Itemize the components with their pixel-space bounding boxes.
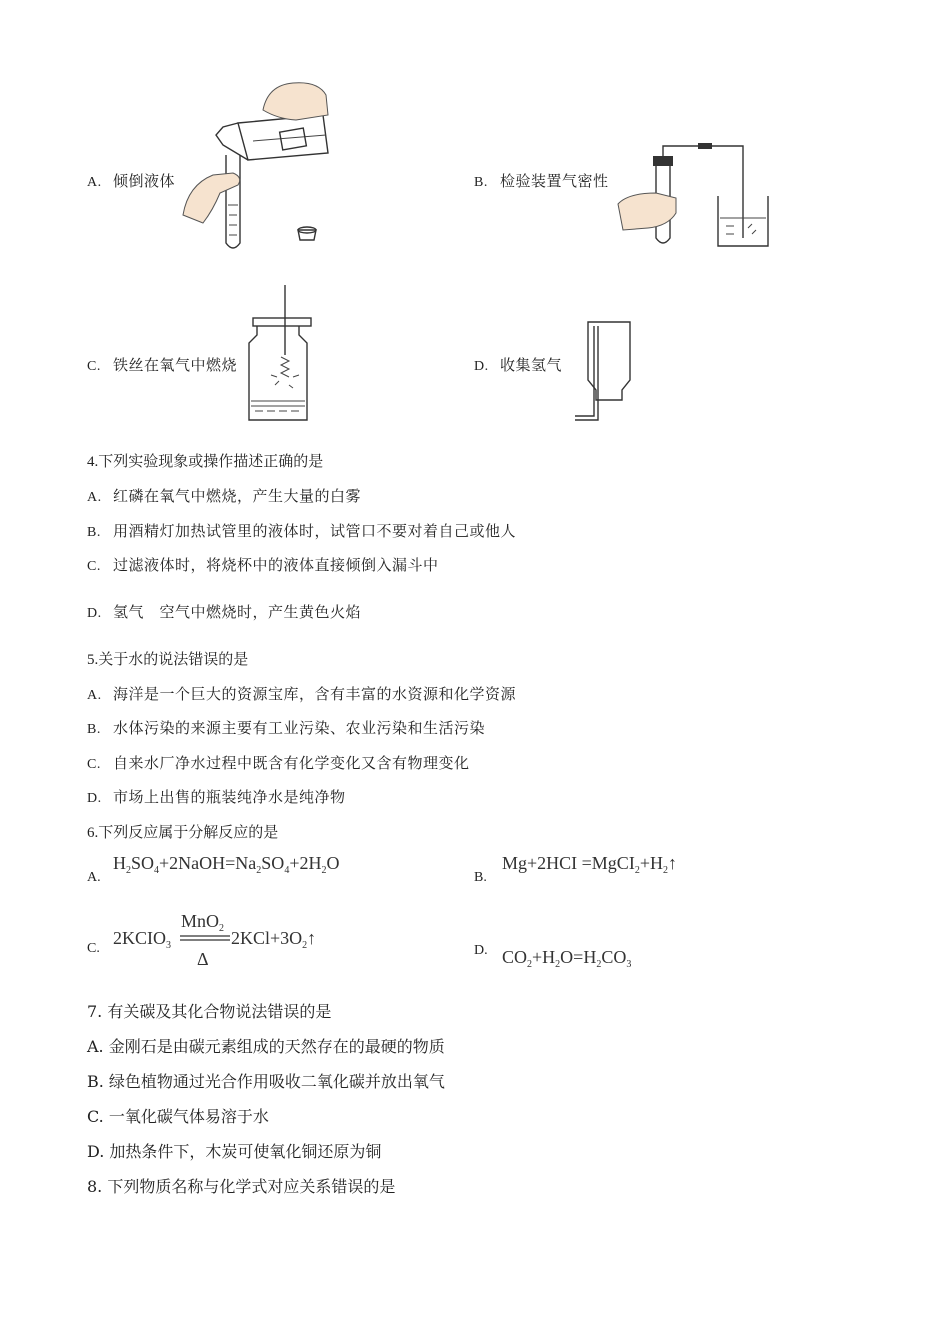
q5-option-a: A. 海洋是一个巨大的资源宝库，含有丰富的水资源和化学资源 [87, 685, 517, 703]
q5-stem: 5.关于水的说法错误的是 [87, 650, 249, 668]
q6-stem: 6.下列反应属于分解反应的是 [87, 823, 279, 841]
q6-option-c-letter: C. [87, 941, 100, 956]
q4-stem: 4.下列实验现象或操作描述正确的是 [87, 452, 324, 470]
q6-option-b-equation: $Mg+2HCI =MgCI_2+H_2↑$ [502, 853, 677, 876]
q6-option-c-right: $2KCl+3O_2↑$ [231, 928, 317, 951]
q4-option-a: A. 红磷在氧气中燃烧，产生大量的白雾 [87, 487, 362, 505]
q7-option-d: D. 加热条件下，木炭可使氧化铜还原为铜 [87, 1142, 382, 1161]
q7-option-c: C. 一氧化碳气体易溶于水 [87, 1107, 269, 1126]
pouring-liquid-figure [178, 75, 338, 255]
q4-option-c: C. 过滤液体时，将烧杯中的液体直接倾倒入漏斗中 [87, 556, 439, 574]
q6-option-c-left: $2KCIO_3$ [113, 928, 171, 951]
iron-wire-burning-figure [245, 285, 315, 425]
q7-stem: 7. 有关碳及其化合物说法错误的是 [87, 1002, 332, 1021]
q6-option-a-letter: A. [87, 870, 101, 885]
q6-option-d-equation: $CO_2+H_2O=H_2CO_3$ [502, 947, 632, 970]
equals-sign [180, 934, 230, 942]
q6-option-b-letter: B. [474, 870, 487, 885]
q5-option-d: D. 市场上出售的瓶装纯净水是纯净物 [87, 788, 346, 806]
q6-option-a-equation: $H_2SO_4+2NaOH=Na_2SO_4+2H_2O$ [113, 853, 340, 876]
hydrogen-collection-figure [570, 320, 640, 425]
q5-option-b: B. 水体污染的来源主要有工业污染、农业污染和生活污染 [87, 719, 486, 737]
q3-option-a: A. 倾倒液体 [87, 172, 176, 190]
q6-option-d-letter: D. [474, 943, 488, 958]
q3-option-c: C. 铁丝在氧气中燃烧 [87, 356, 238, 374]
q8-stem: 8. 下列物质名称与化学式对应关系错误的是 [87, 1177, 396, 1196]
q7-option-b: B. 绿色植物通过光合作用吸收二氧化碳并放出氧气 [87, 1072, 445, 1091]
q6-option-c-condition: Δ [197, 949, 209, 969]
q5-option-c: C. 自来水厂净水过程中既含有化学变化又含有物理变化 [87, 754, 470, 772]
q3-option-b: B. 检验装置气密性 [474, 172, 609, 190]
q4-option-d: D. 氢气 空气中燃烧时，产生黄色火焰 [87, 603, 362, 621]
q6-option-c-catalyst: MnO$_2$ [181, 911, 225, 934]
q7-option-a: A. 金刚石是由碳元素组成的天然存在的最硬的物质 [87, 1037, 445, 1056]
q3-option-d: D. 收集氢气 [474, 356, 563, 374]
q4-option-b: B. 用酒精灯加热试管里的液体时，试管口不要对着自己或他人 [87, 522, 517, 540]
airtightness-check-figure [618, 138, 778, 253]
